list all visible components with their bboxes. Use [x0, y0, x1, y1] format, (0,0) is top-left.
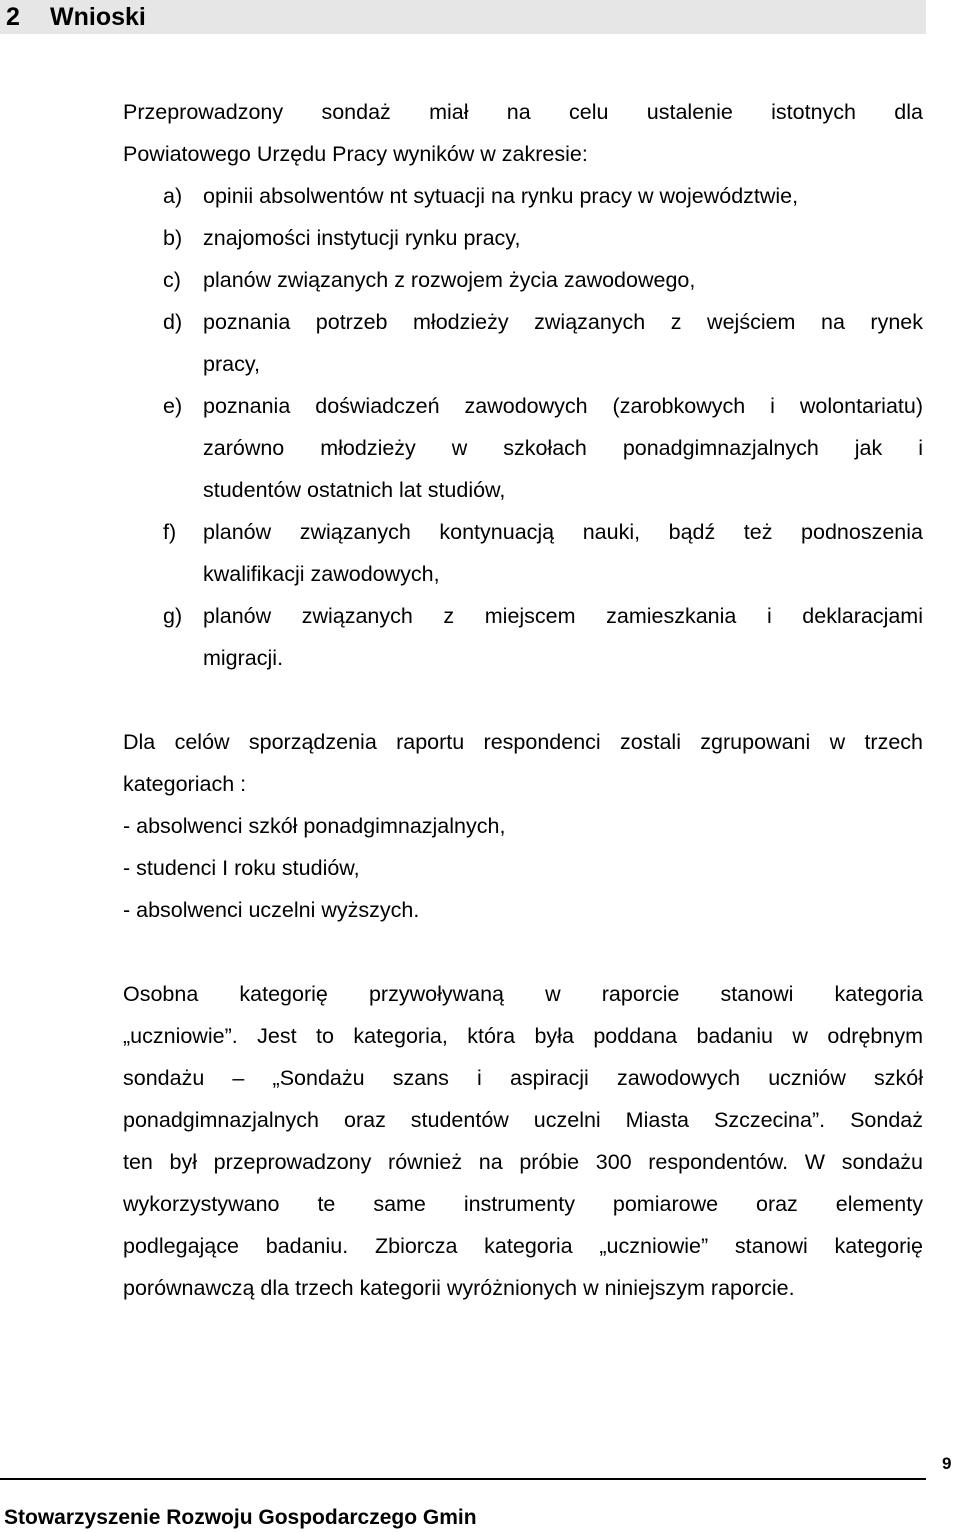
- list-item-line: migracji.: [203, 646, 284, 670]
- list-item-line: pracy,: [203, 352, 260, 376]
- footer-divider: [0, 1478, 926, 1480]
- intro-line-2: Powiatowego Urzędu Pracy wyników w zakresie:: [123, 142, 588, 166]
- list-marker: a): [163, 184, 183, 208]
- list-marker: c): [163, 268, 181, 292]
- list-item-line: poznania potrzeb młodzieży związanych z wejściem na rynek: [203, 310, 923, 334]
- group-item: - absolwenci uczelni wyższych.: [123, 898, 420, 922]
- list-item-line: opinii absolwentów nt sytuacji na rynku pracy w województwie,: [203, 184, 799, 208]
- group-item: - absolwenci szkół ponadgimnazjalnych,: [123, 814, 506, 838]
- intro-line-1: Przeprowadzony sondaż miał na celu ustalenie istotnych dla: [123, 100, 923, 124]
- group-item: - studenci I roku studiów,: [123, 856, 360, 880]
- list-marker: d): [163, 310, 183, 334]
- list-marker: g): [163, 604, 183, 628]
- list-item-line: planów związanych kontynuacją nauki, bądź też podnoszenia: [203, 520, 923, 544]
- groups-line-1: Dla celów sporządzenia raportu respondenci zostali zgrupowani w trzech: [123, 730, 923, 754]
- section-heading: [6, 3, 146, 31]
- list-marker: e): [163, 394, 183, 418]
- closing-line: ponadgimnazjalnych oraz studentów uczelni Miasta Szczecina”. Sondaż: [123, 1108, 923, 1132]
- list-marker: b): [163, 226, 183, 250]
- closing-line: Osobna kategorię przywoływaną w raporcie stanowi kategoria: [123, 982, 923, 1006]
- groups-line-2: kategoriach :: [123, 772, 247, 796]
- list-item-line: poznania doświadczeń zawodowych (zarobkowych i wolontariatu): [203, 394, 923, 418]
- list-item-line: znajomości instytucji rynku pracy,: [203, 226, 521, 250]
- closing-line: podlegające badaniu. Zbiorcza kategoria „uczniowie” stanowi kategorię: [123, 1234, 923, 1258]
- page-number: 9: [942, 1454, 952, 1473]
- section-number: 2: [6, 3, 20, 31]
- list-item-line: planów związanych z rozwojem życia zawodowego,: [203, 268, 696, 292]
- list-item-line: studentów ostatnich lat studiów,: [203, 478, 506, 502]
- list-marker: f): [163, 520, 177, 544]
- closing-line: sondażu – „Sondażu szans i aspiracji zawodowych uczniów szkół: [123, 1066, 923, 1090]
- list-item-line: planów związanych z miejscem zamieszkania i deklaracjami: [203, 604, 923, 628]
- closing-line: wykorzystywano te same instrumenty pomiarowe oraz elementy: [123, 1192, 923, 1216]
- list-item-line: kwalifikacji zawodowych,: [203, 562, 440, 586]
- closing-line: porównawczą dla trzech kategorii wyróżnionych w niniejszym raporcie.: [123, 1276, 795, 1300]
- closing-line: ten był przeprowadzony również na próbie 300 respondentów. W sondażu: [123, 1150, 923, 1174]
- section-title: Wnioski: [50, 3, 146, 31]
- closing-line: „uczniowie”. Jest to kategoria, która była poddana badaniu w odrębnym: [123, 1024, 923, 1048]
- list-item-line: zarówno młodzieży w szkołach ponadgimnazjalnych jak i: [203, 436, 923, 460]
- section-heading-bar: [0, 0, 926, 34]
- footer-organization: Stowarzyszenie Rozwoju Gospodarczego Gmin: [4, 1506, 477, 1529]
